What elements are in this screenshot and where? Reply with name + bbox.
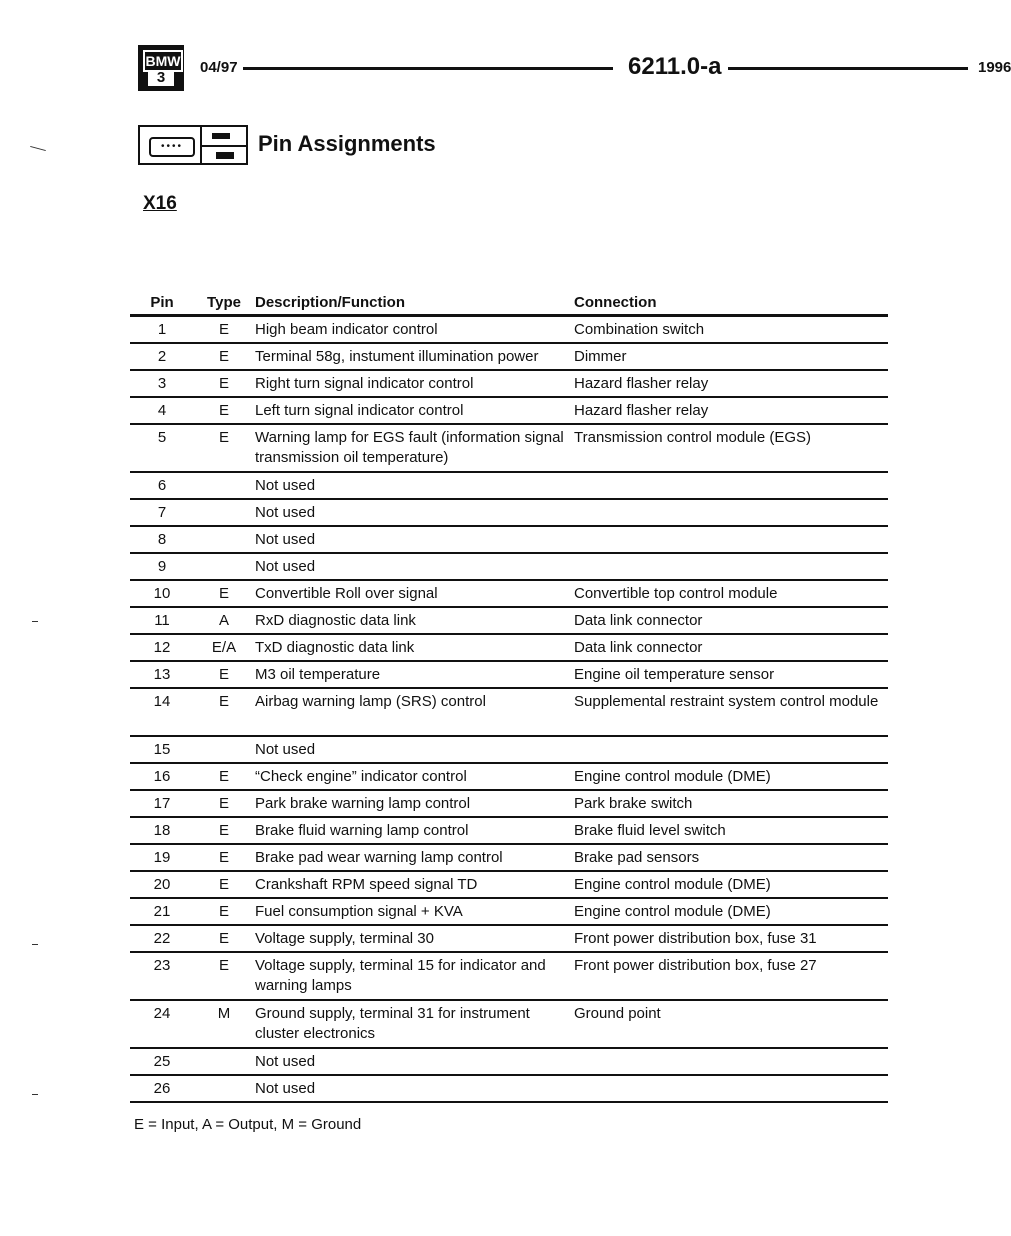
- pin-cell: 1: [157, 321, 167, 338]
- type-cell: A: [218, 612, 229, 629]
- margin-mark: [32, 621, 38, 622]
- type-cell: E: [218, 321, 229, 338]
- header-rule-left: [243, 67, 613, 70]
- pin-cell: 16: [153, 768, 171, 785]
- description-cell: Not used: [255, 1080, 316, 1097]
- table-row: [130, 635, 888, 662]
- table-row: [130, 425, 888, 473]
- table-row: [130, 608, 888, 635]
- badge-brand: BMW: [143, 50, 183, 72]
- description-cell: Not used: [255, 741, 316, 758]
- connection-cell: Brake fluid level switch: [574, 822, 726, 839]
- pin-cell: 5: [157, 429, 167, 446]
- description-cell: Brake fluid warning lamp control: [255, 822, 469, 839]
- pin-cell: 15: [153, 741, 171, 758]
- page-header: [138, 45, 1011, 91]
- type-cell: E: [218, 876, 229, 893]
- header-rule-right: [728, 67, 968, 70]
- table-row: [130, 845, 888, 872]
- pin-cell: 24: [153, 1005, 171, 1022]
- pin-cell: 9: [157, 558, 167, 575]
- description-cell: Right turn signal indicator control: [255, 375, 474, 392]
- description-cell: Park brake warning lamp control: [255, 795, 471, 812]
- table-row: [130, 581, 888, 608]
- description-cell: Not used: [255, 504, 316, 521]
- col-type: Type: [207, 294, 241, 311]
- connector-icon: ••••: [138, 125, 202, 165]
- description-cell: Not used: [255, 477, 316, 494]
- col-pin: Pin: [150, 294, 174, 311]
- pin-cell: 14: [153, 693, 171, 710]
- type-cell: E: [218, 957, 229, 974]
- description-cell: Not used: [255, 558, 316, 575]
- pin-cell: 20: [153, 876, 171, 893]
- description-cell: Not used: [255, 1053, 316, 1070]
- pin-cell: 8: [157, 531, 167, 548]
- pin-cell: 2: [157, 348, 167, 365]
- type-cell: E/A: [211, 639, 237, 656]
- pin-cell: 25: [153, 1053, 171, 1070]
- table-row: [130, 344, 888, 371]
- connection-cell: Hazard flasher relay: [574, 402, 709, 419]
- connection-cell: Hazard flasher relay: [574, 375, 709, 392]
- pin-cell: 19: [153, 849, 171, 866]
- page-title: Pin Assignments: [258, 131, 436, 156]
- document-code: 6211.0-a: [628, 53, 722, 80]
- connection-cell: Engine control module (DME): [574, 876, 771, 893]
- description-cell: RxD diagnostic data link: [255, 612, 416, 629]
- section-heading: [138, 125, 638, 165]
- description-cell: Warning lamp for EGS fault (information signal transmission oil temperature): [255, 429, 564, 466]
- pin-cell: 26: [153, 1080, 171, 1097]
- connection-cell: Transmission control module (EGS): [574, 429, 812, 446]
- table-row: [130, 527, 888, 554]
- type-cell: E: [218, 429, 229, 446]
- connection-cell: Engine oil temperature sensor: [574, 666, 775, 683]
- description-cell: Voltage supply, terminal 30: [255, 930, 434, 947]
- connection-cell: Dimmer: [574, 348, 627, 365]
- type-cell: E: [218, 822, 229, 839]
- table-row: [130, 953, 888, 1001]
- table-row: [130, 926, 888, 953]
- type-cell: E: [218, 585, 229, 602]
- description-cell: Convertible Roll over signal: [255, 585, 438, 602]
- connection-cell: Park brake switch: [574, 795, 693, 812]
- pin-cell: 4: [157, 402, 167, 419]
- connector-label: X16: [143, 193, 177, 214]
- pin-cell: 18: [153, 822, 171, 839]
- table-row: [130, 1001, 888, 1049]
- description-cell: Brake pad wear warning lamp control: [255, 849, 503, 866]
- bmw-3-series-badge-icon: [138, 45, 184, 91]
- table-row: [130, 473, 888, 500]
- description-cell: Fuel consumption signal + KVA: [255, 903, 463, 920]
- pin-cell: 21: [153, 903, 171, 920]
- connection-cell: Data link connector: [574, 612, 703, 629]
- type-cell: E: [218, 402, 229, 419]
- table-row: [130, 500, 888, 527]
- pin-assignment-table: [130, 290, 888, 1103]
- connection-cell: Data link connector: [574, 639, 703, 656]
- plug-icon: [202, 125, 248, 165]
- legend-footnote: E = Input, A = Output, M = Ground: [134, 1116, 362, 1133]
- connection-cell: Engine control module (DME): [574, 903, 771, 920]
- type-cell: E: [218, 930, 229, 947]
- table-row: [130, 662, 888, 689]
- table-row: [130, 371, 888, 398]
- pin-cell: 13: [153, 666, 171, 683]
- pin-cell: 6: [157, 477, 167, 494]
- type-cell: E: [218, 849, 229, 866]
- col-description: Description/Function: [255, 294, 405, 311]
- header-date: 04/97: [200, 59, 238, 76]
- connection-cell: Combination switch: [574, 321, 705, 338]
- connection-cell: Front power distribution box, fuse 27: [574, 957, 817, 974]
- description-cell: Crankshaft RPM speed signal TD: [255, 876, 478, 893]
- pin-cell: 7: [157, 504, 167, 521]
- type-cell: E: [218, 666, 229, 683]
- connection-cell: Brake pad sensors: [574, 849, 700, 866]
- type-cell: E: [218, 903, 229, 920]
- description-cell: Ground supply, terminal 31 for instrument cluster electronics: [255, 1005, 530, 1042]
- pin-cell: 22: [153, 930, 171, 947]
- table-header: [130, 290, 888, 317]
- margin-mark: [32, 1094, 38, 1095]
- connection-cell: Convertible top control module: [574, 585, 778, 602]
- table-row: [130, 818, 888, 845]
- col-connection: Connection: [574, 294, 657, 311]
- connection-cell: Engine control module (DME): [574, 768, 771, 785]
- margin-mark: [32, 944, 38, 945]
- table-row: [130, 791, 888, 818]
- table-row: [130, 1076, 888, 1103]
- pin-cell: 11: [154, 612, 170, 629]
- description-cell: Voltage supply, terminal 15 for indicator and warning lamps: [255, 957, 546, 994]
- table-row: [130, 737, 888, 764]
- table-row: [130, 872, 888, 899]
- description-cell: TxD diagnostic data link: [255, 639, 415, 656]
- table-row: [130, 764, 888, 791]
- description-cell: High beam indicator control: [255, 321, 438, 338]
- table-body: [130, 317, 888, 1103]
- connection-cell: Ground point: [574, 1005, 661, 1022]
- type-cell: E: [218, 795, 229, 812]
- description-cell: Terminal 58g, instument illumination power: [255, 348, 539, 365]
- type-cell: M: [217, 1005, 231, 1022]
- description-cell: Airbag warning lamp (SRS) control: [255, 693, 486, 710]
- table-row: [130, 398, 888, 425]
- description-cell: M3 oil temperature: [255, 666, 381, 683]
- description-cell: “Check engine” indicator control: [255, 768, 467, 785]
- pin-cell: 17: [153, 795, 171, 812]
- type-cell: E: [218, 768, 229, 785]
- type-cell: E: [218, 375, 229, 392]
- table-row: [130, 689, 888, 737]
- type-cell: E: [218, 693, 229, 710]
- connection-cell: Supplemental restraint system control module: [574, 693, 879, 710]
- pin-cell: 12: [153, 639, 171, 656]
- badge-series: 3: [148, 70, 174, 86]
- description-cell: Left turn signal indicator control: [255, 402, 464, 419]
- pin-cell: 23: [153, 957, 171, 974]
- description-cell: Not used: [255, 531, 316, 548]
- pin-cell: 10: [153, 585, 171, 602]
- connection-cell: Front power distribution box, fuse 31: [574, 930, 817, 947]
- table-row: [130, 899, 888, 926]
- type-cell: E: [218, 348, 229, 365]
- table-row: [130, 317, 888, 344]
- table-row: [130, 1049, 888, 1076]
- pin-cell: 3: [157, 375, 167, 392]
- header-year: 1996: [978, 59, 1011, 76]
- margin-mark: [30, 146, 46, 151]
- table-row: [130, 554, 888, 581]
